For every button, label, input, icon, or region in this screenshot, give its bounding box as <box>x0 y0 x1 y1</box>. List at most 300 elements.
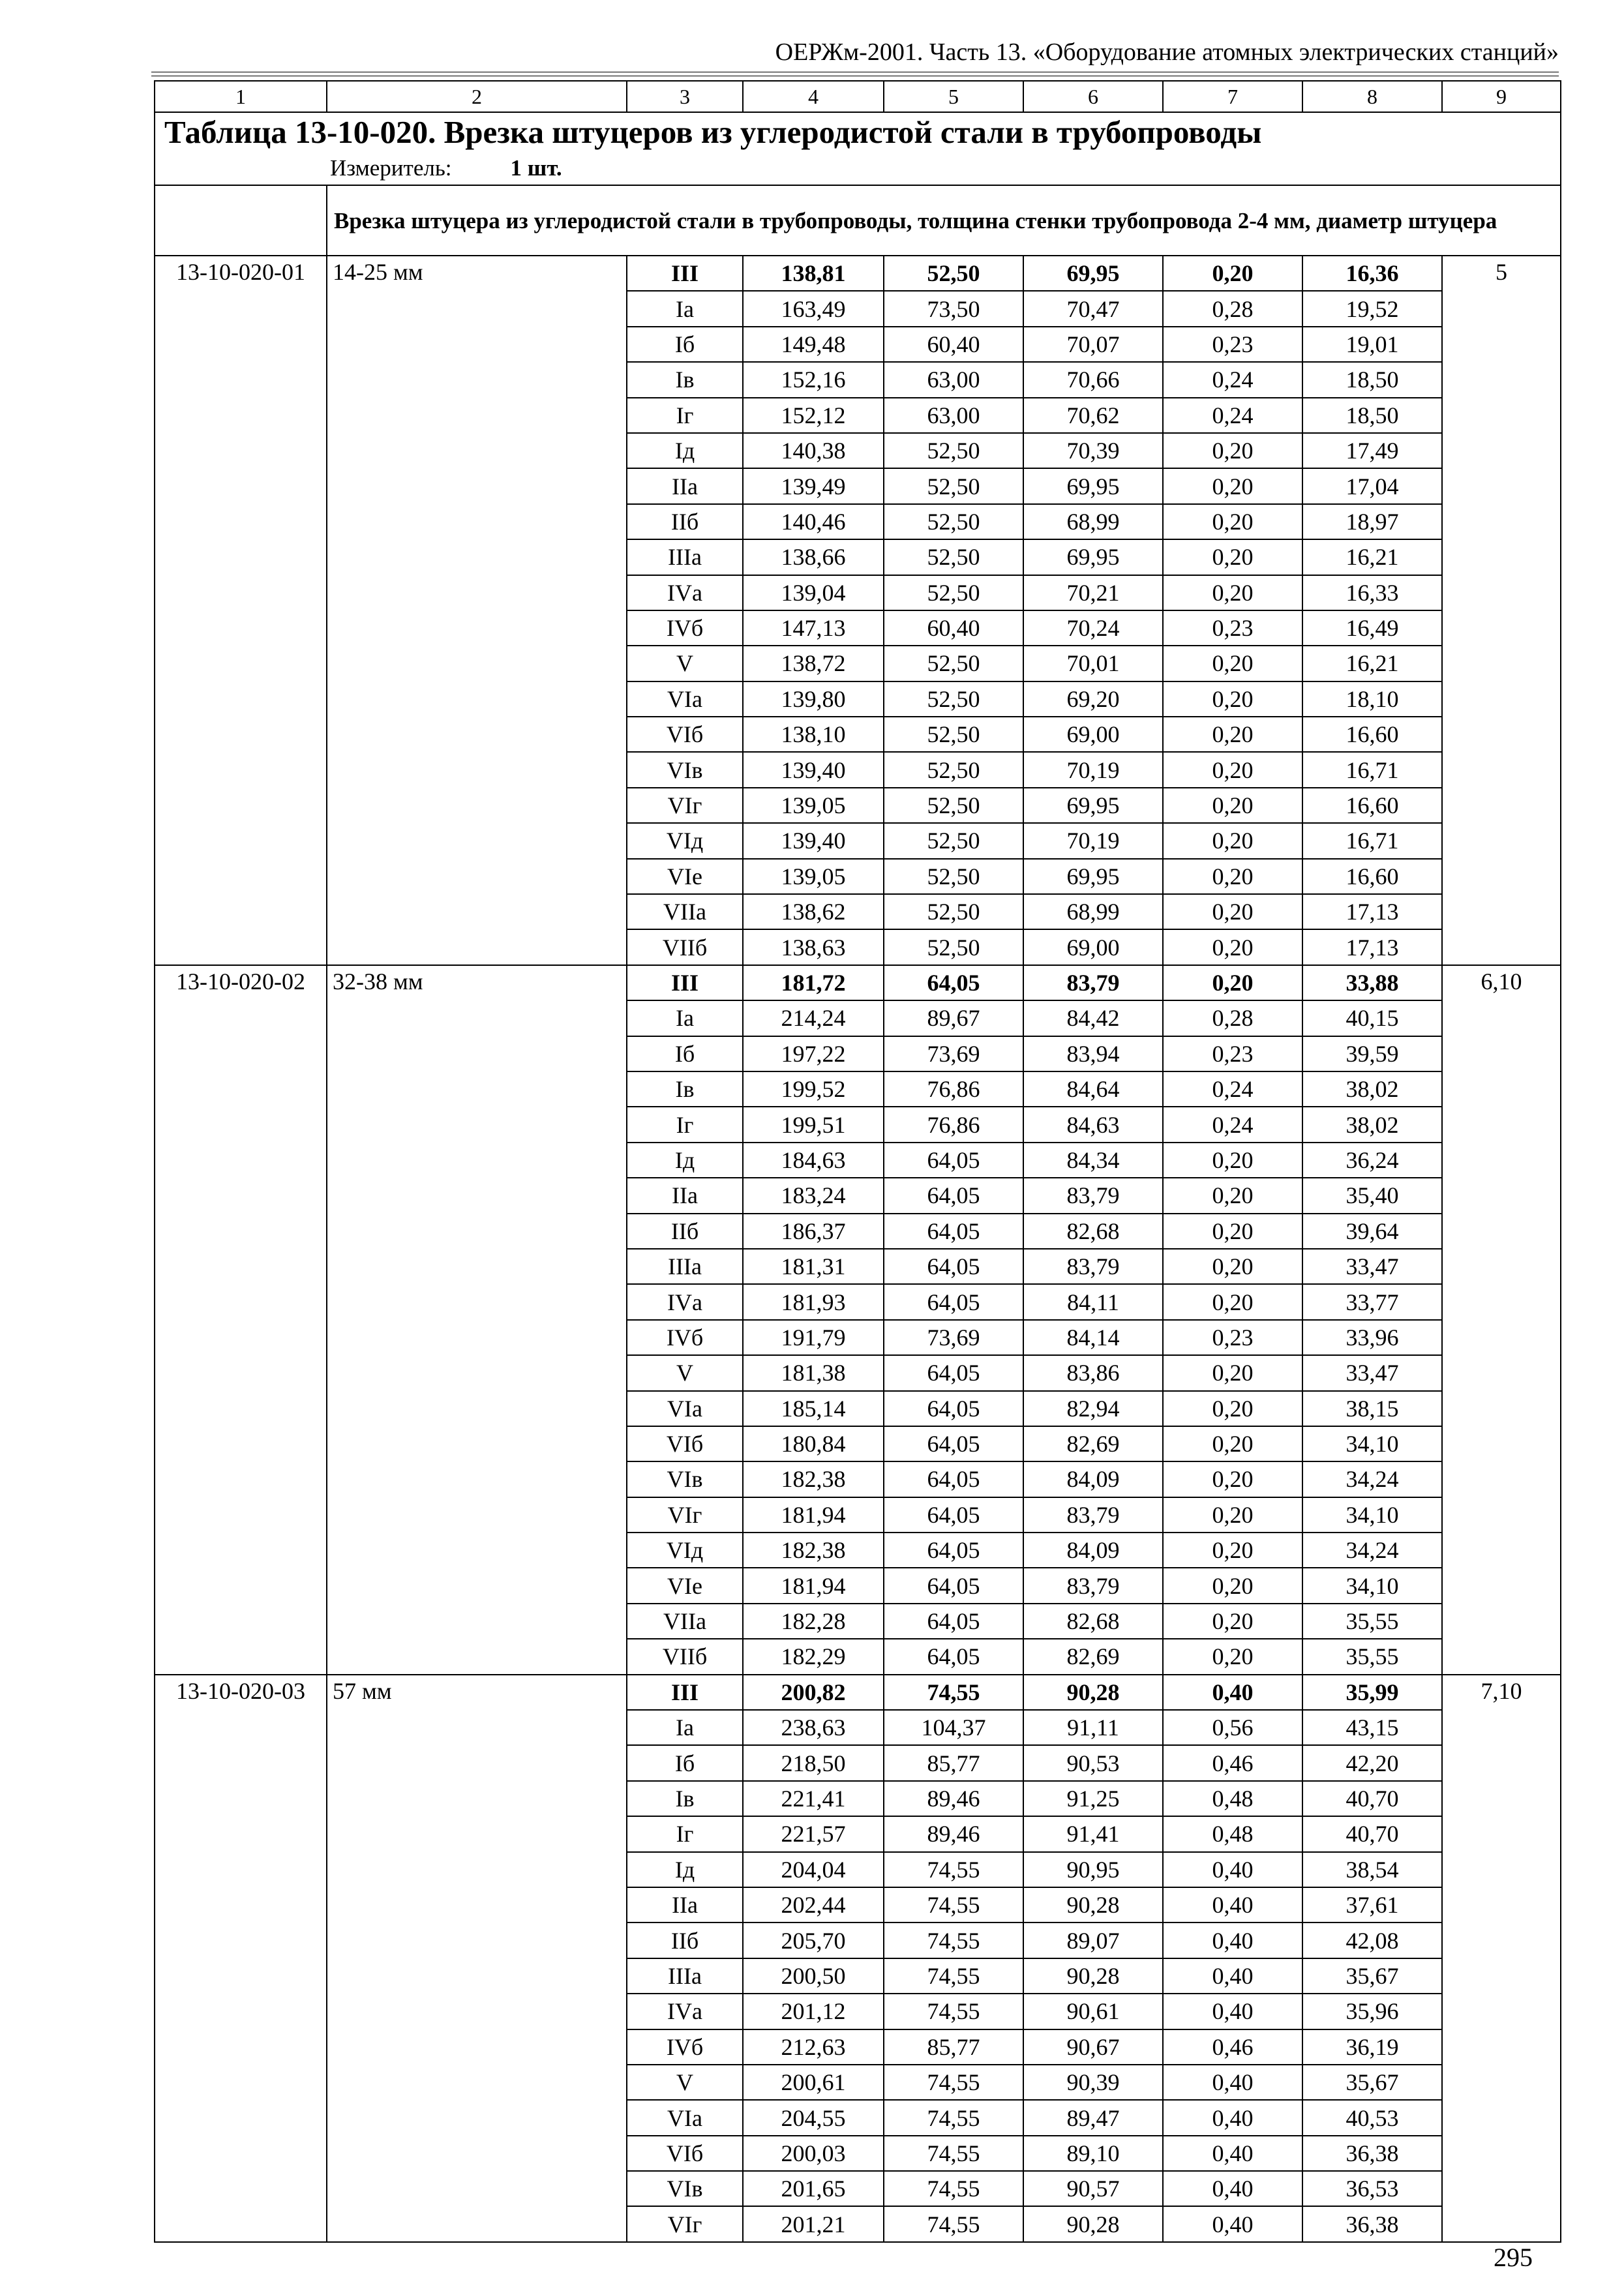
value-cell: 70,47 <box>1023 291 1163 326</box>
value-cell: 214,24 <box>743 1000 884 1036</box>
zone-cell: IVа <box>627 1284 743 1319</box>
value-cell: 201,12 <box>743 1994 884 2029</box>
value-cell: 182,38 <box>743 1461 884 1497</box>
value-cell: 69,00 <box>1023 717 1163 752</box>
zone-cell: IIа <box>627 1887 743 1922</box>
value-cell: 0,28 <box>1163 291 1302 326</box>
value-cell: 52,50 <box>884 433 1023 468</box>
value-cell: 64,05 <box>884 1426 1023 1461</box>
zone-cell: IVа <box>627 575 743 610</box>
value-cell: 64,05 <box>884 1214 1023 1249</box>
value-cell: 85,77 <box>884 1745 1023 1780</box>
zone-cell: VIа <box>627 2100 743 2135</box>
value-cell: 139,40 <box>743 823 884 858</box>
table-title: Таблица 13-10-020. Врезка штуцеров из углеродистой стали в трубопроводы <box>155 112 1561 152</box>
value-cell: 138,72 <box>743 646 884 681</box>
value-cell: 70,39 <box>1023 433 1163 468</box>
zone-cell: IVб <box>627 1320 743 1355</box>
zone-cell: Iа <box>627 291 743 326</box>
value-cell: 19,52 <box>1302 291 1442 326</box>
value-cell: 0,20 <box>1163 788 1302 823</box>
value-cell: 200,03 <box>743 2136 884 2171</box>
fitting-diameter: 14-25 мм <box>327 256 627 965</box>
table-title-row <box>155 112 1561 152</box>
column-number: 1 <box>155 81 327 112</box>
value-cell: 180,84 <box>743 1426 884 1461</box>
value-cell: 35,55 <box>1302 1604 1442 1639</box>
value-cell: 70,19 <box>1023 823 1163 858</box>
value-cell: 52,50 <box>884 859 1023 894</box>
value-cell: 17,49 <box>1302 433 1442 468</box>
zone-cell: Iд <box>627 1143 743 1178</box>
value-cell: 84,09 <box>1023 1533 1163 1568</box>
value-cell: 184,63 <box>743 1143 884 1178</box>
zone-cell: VIа <box>627 1391 743 1426</box>
value-cell: 200,50 <box>743 1958 884 1994</box>
value-cell: 0,20 <box>1163 681 1302 717</box>
value-cell: 34,10 <box>1302 1568 1442 1603</box>
value-cell: 34,24 <box>1302 1461 1442 1497</box>
value-cell: 181,93 <box>743 1284 884 1319</box>
value-cell: 199,52 <box>743 1071 884 1107</box>
value-cell: 84,63 <box>1023 1107 1163 1142</box>
value-cell: 139,05 <box>743 788 884 823</box>
value-cell: 74,55 <box>884 1675 1023 1710</box>
value-cell: 84,42 <box>1023 1000 1163 1036</box>
table-row <box>155 256 1561 291</box>
value-cell: 204,04 <box>743 1852 884 1887</box>
value-cell: 152,12 <box>743 398 884 433</box>
value-cell: 218,50 <box>743 1745 884 1780</box>
zone-cell: VIIа <box>627 1604 743 1639</box>
value-cell: 73,69 <box>884 1320 1023 1355</box>
value-cell: 0,20 <box>1163 1426 1302 1461</box>
value-cell: 38,02 <box>1302 1071 1442 1107</box>
value-cell: 74,55 <box>884 2171 1023 2206</box>
value-cell: 0,24 <box>1163 362 1302 397</box>
value-cell: 17,13 <box>1302 929 1442 965</box>
value-cell: 139,04 <box>743 575 884 610</box>
description-row <box>155 185 1561 256</box>
reference-cell: 5 <box>1442 256 1561 965</box>
value-cell: 0,40 <box>1163 2136 1302 2171</box>
value-cell: 70,01 <box>1023 646 1163 681</box>
value-cell: 84,11 <box>1023 1284 1163 1319</box>
value-cell: 52,50 <box>884 575 1023 610</box>
value-cell: 64,05 <box>884 1568 1023 1603</box>
measure-row <box>155 152 1561 185</box>
value-cell: 0,20 <box>1163 1568 1302 1603</box>
rates-table <box>154 80 1561 2243</box>
value-cell: 70,66 <box>1023 362 1163 397</box>
value-cell: 91,25 <box>1023 1781 1163 1816</box>
zone-cell: VIIа <box>627 894 743 929</box>
value-cell: 0,20 <box>1163 1143 1302 1178</box>
rate-code: 13-10-020-02 <box>155 965 327 1675</box>
value-cell: 82,68 <box>1023 1214 1163 1249</box>
column-number: 6 <box>1023 81 1163 112</box>
zone-cell: V <box>627 1355 743 1390</box>
column-number: 4 <box>743 81 884 112</box>
value-cell: 73,50 <box>884 291 1023 326</box>
value-cell: 69,95 <box>1023 468 1163 503</box>
zone-cell: IIб <box>627 504 743 539</box>
value-cell: 0,20 <box>1163 433 1302 468</box>
zone-cell: VIе <box>627 859 743 894</box>
description-empty-cell <box>155 185 327 256</box>
value-cell: 186,37 <box>743 1214 884 1249</box>
reference-cell: 6,10 <box>1442 965 1561 1675</box>
zone-cell: IIа <box>627 468 743 503</box>
value-cell: 0,40 <box>1163 1994 1302 2029</box>
value-cell: 74,55 <box>884 2065 1023 2100</box>
value-cell: 90,28 <box>1023 1958 1163 1994</box>
value-cell: 90,28 <box>1023 1675 1163 1710</box>
value-cell: 0,23 <box>1163 1320 1302 1355</box>
value-cell: 90,28 <box>1023 2206 1163 2241</box>
value-cell: 185,14 <box>743 1391 884 1426</box>
table-row <box>155 1675 1561 1710</box>
value-cell: 34,10 <box>1302 1426 1442 1461</box>
value-cell: 82,69 <box>1023 1426 1163 1461</box>
value-cell: 181,38 <box>743 1355 884 1390</box>
value-cell: 0,40 <box>1163 2206 1302 2241</box>
zone-cell: IIб <box>627 1214 743 1249</box>
value-cell: 60,40 <box>884 610 1023 646</box>
value-cell: 182,28 <box>743 1604 884 1639</box>
zone-cell: IVа <box>627 1994 743 2029</box>
value-cell: 90,53 <box>1023 1745 1163 1780</box>
value-cell: 181,72 <box>743 965 884 1000</box>
value-cell: 0,40 <box>1163 1852 1302 1887</box>
zone-cell: IVб <box>627 610 743 646</box>
value-cell: 69,00 <box>1023 929 1163 965</box>
value-cell: 0,20 <box>1163 1533 1302 1568</box>
rate-code: 13-10-020-01 <box>155 256 327 965</box>
zone-cell: IIIа <box>627 539 743 575</box>
value-cell: 64,05 <box>884 1533 1023 1568</box>
value-cell: 191,79 <box>743 1320 884 1355</box>
value-cell: 40,15 <box>1302 1000 1442 1036</box>
work-description: Врезка штуцера из углеродистой стали в трубопроводы, толщина стенки трубопровода 2-4 мм, диаметр штуцера <box>327 185 1561 256</box>
value-cell: 63,00 <box>884 362 1023 397</box>
value-cell: 33,88 <box>1302 965 1442 1000</box>
value-cell: 18,50 <box>1302 362 1442 397</box>
value-cell: 0,28 <box>1163 1000 1302 1036</box>
value-cell: 201,21 <box>743 2206 884 2241</box>
value-cell: 149,48 <box>743 327 884 362</box>
value-cell: 84,64 <box>1023 1071 1163 1107</box>
value-cell: 64,05 <box>884 1604 1023 1639</box>
value-cell: 52,50 <box>884 539 1023 575</box>
value-cell: 64,05 <box>884 1391 1023 1426</box>
value-cell: 0,23 <box>1163 1036 1302 1071</box>
value-cell: 74,55 <box>884 2100 1023 2135</box>
value-cell: 0,40 <box>1163 1675 1302 1710</box>
measure-unit: 1 шт. <box>510 155 562 181</box>
value-cell: 16,21 <box>1302 646 1442 681</box>
value-cell: 0,20 <box>1163 717 1302 752</box>
value-cell: 52,50 <box>884 717 1023 752</box>
zone-cell: VIг <box>627 1497 743 1533</box>
value-cell: 221,57 <box>743 1816 884 1851</box>
value-cell: 104,37 <box>884 1710 1023 1745</box>
value-cell: 89,10 <box>1023 2136 1163 2171</box>
column-number: 5 <box>884 81 1023 112</box>
value-cell: 84,09 <box>1023 1461 1163 1497</box>
value-cell: 83,79 <box>1023 1249 1163 1284</box>
value-cell: 0,20 <box>1163 1355 1302 1390</box>
column-number: 8 <box>1302 81 1442 112</box>
zone-cell: Iб <box>627 327 743 362</box>
value-cell: 212,63 <box>743 2029 884 2065</box>
zone-cell: IIб <box>627 1922 743 1958</box>
value-cell: 90,67 <box>1023 2029 1163 2065</box>
zone-cell: VIа <box>627 681 743 717</box>
value-cell: 0,48 <box>1163 1816 1302 1851</box>
value-cell: 138,81 <box>743 256 884 291</box>
value-cell: 83,79 <box>1023 1178 1163 1213</box>
value-cell: 35,67 <box>1302 2065 1442 2100</box>
value-cell: 0,24 <box>1163 398 1302 433</box>
value-cell: 0,20 <box>1163 1284 1302 1319</box>
value-cell: 64,05 <box>884 1143 1023 1178</box>
value-cell: 52,50 <box>884 929 1023 965</box>
value-cell: 74,55 <box>884 1994 1023 2029</box>
value-cell: 35,67 <box>1302 1958 1442 1994</box>
value-cell: 89,47 <box>1023 2100 1163 2135</box>
zone-cell: Iв <box>627 362 743 397</box>
zone-cell: VIв <box>627 752 743 787</box>
value-cell: 0,20 <box>1163 504 1302 539</box>
zone-cell: Iв <box>627 1781 743 1816</box>
value-cell: 0,46 <box>1163 1745 1302 1780</box>
zone-cell: VIе <box>627 1568 743 1603</box>
zone-cell: VIг <box>627 788 743 823</box>
value-cell: 64,05 <box>884 1249 1023 1284</box>
zone-cell: VIд <box>627 823 743 858</box>
zone-cell: Iг <box>627 398 743 433</box>
value-cell: 74,55 <box>884 2136 1023 2171</box>
zone-cell: IIа <box>627 1178 743 1213</box>
value-cell: 52,50 <box>884 646 1023 681</box>
value-cell: 0,40 <box>1163 2100 1302 2135</box>
value-cell: 64,05 <box>884 1639 1023 1674</box>
value-cell: 182,38 <box>743 1533 884 1568</box>
value-cell: 0,20 <box>1163 965 1302 1000</box>
zone-cell: VIг <box>627 2206 743 2241</box>
value-cell: 85,77 <box>884 2029 1023 2065</box>
value-cell: 139,40 <box>743 752 884 787</box>
value-cell: 38,54 <box>1302 1852 1442 1887</box>
zone-cell: V <box>627 2065 743 2100</box>
fitting-diameter: 57 мм <box>327 1675 627 2242</box>
value-cell: 69,95 <box>1023 788 1163 823</box>
value-cell: 140,38 <box>743 433 884 468</box>
zone-cell: Iг <box>627 1816 743 1851</box>
value-cell: 89,07 <box>1023 1922 1163 1958</box>
value-cell: 84,34 <box>1023 1143 1163 1178</box>
zone-cell: VIв <box>627 2171 743 2206</box>
value-cell: 83,79 <box>1023 965 1163 1000</box>
value-cell: 238,63 <box>743 1710 884 1745</box>
value-cell: 64,05 <box>884 1284 1023 1319</box>
value-cell: 91,11 <box>1023 1710 1163 1745</box>
value-cell: 64,05 <box>884 1355 1023 1390</box>
value-cell: 43,15 <box>1302 1710 1442 1745</box>
value-cell: 0,24 <box>1163 1071 1302 1107</box>
value-cell: 38,15 <box>1302 1391 1442 1426</box>
value-cell: 0,20 <box>1163 1461 1302 1497</box>
value-cell: 0,20 <box>1163 256 1302 291</box>
zone-cell: VIб <box>627 2136 743 2171</box>
value-cell: 16,49 <box>1302 610 1442 646</box>
value-cell: 89,46 <box>884 1781 1023 1816</box>
value-cell: 0,20 <box>1163 1639 1302 1674</box>
value-cell: 197,22 <box>743 1036 884 1071</box>
zone-cell: Iа <box>627 1710 743 1745</box>
value-cell: 90,61 <box>1023 1994 1163 2029</box>
value-cell: 16,71 <box>1302 752 1442 787</box>
value-cell: 0,23 <box>1163 610 1302 646</box>
value-cell: 139,05 <box>743 859 884 894</box>
value-cell: 35,99 <box>1302 1675 1442 1710</box>
value-cell: 0,40 <box>1163 2171 1302 2206</box>
value-cell: 16,33 <box>1302 575 1442 610</box>
value-cell: 18,97 <box>1302 504 1442 539</box>
value-cell: 52,50 <box>884 894 1023 929</box>
value-cell: 200,61 <box>743 2065 884 2100</box>
value-cell: 17,04 <box>1302 468 1442 503</box>
value-cell: 91,41 <box>1023 1816 1163 1851</box>
zone-cell: VIв <box>627 1461 743 1497</box>
value-cell: 0,20 <box>1163 752 1302 787</box>
value-cell: 19,01 <box>1302 327 1442 362</box>
value-cell: 16,60 <box>1302 717 1442 752</box>
value-cell: 34,10 <box>1302 1497 1442 1533</box>
value-cell: 52,50 <box>884 256 1023 291</box>
value-cell: 74,55 <box>884 1958 1023 1994</box>
value-cell: 16,71 <box>1302 823 1442 858</box>
fitting-diameter: 32-38 мм <box>327 965 627 1675</box>
value-cell: 204,55 <box>743 2100 884 2135</box>
value-cell: 36,24 <box>1302 1143 1442 1178</box>
value-cell: 42,20 <box>1302 1745 1442 1780</box>
value-cell: 139,49 <box>743 468 884 503</box>
value-cell: 52,50 <box>884 681 1023 717</box>
value-cell: 40,70 <box>1302 1816 1442 1851</box>
page-number: 295 <box>1494 2243 1533 2272</box>
value-cell: 138,66 <box>743 539 884 575</box>
value-cell: 90,28 <box>1023 1887 1163 1922</box>
measure-cell <box>155 152 1561 185</box>
value-cell: 200,82 <box>743 1675 884 1710</box>
value-cell: 183,24 <box>743 1178 884 1213</box>
value-cell: 36,19 <box>1302 2029 1442 2065</box>
zone-cell: Iб <box>627 1745 743 1780</box>
value-cell: 68,99 <box>1023 894 1163 929</box>
value-cell: 69,20 <box>1023 681 1163 717</box>
value-cell: 36,38 <box>1302 2136 1442 2171</box>
value-cell: 90,39 <box>1023 2065 1163 2100</box>
value-cell: 52,50 <box>884 468 1023 503</box>
value-cell: 69,95 <box>1023 256 1163 291</box>
zone-cell: V <box>627 646 743 681</box>
value-cell: 182,29 <box>743 1639 884 1674</box>
value-cell: 138,63 <box>743 929 884 965</box>
zone-cell: III <box>627 256 743 291</box>
value-cell: 70,62 <box>1023 398 1163 433</box>
value-cell: 199,51 <box>743 1107 884 1142</box>
zone-cell: VIб <box>627 1426 743 1461</box>
value-cell: 181,31 <box>743 1249 884 1284</box>
value-cell: 0,56 <box>1163 1710 1302 1745</box>
header-rule <box>151 72 1559 76</box>
value-cell: 16,36 <box>1302 256 1442 291</box>
reference-cell: 7,10 <box>1442 1675 1561 2242</box>
value-cell: 0,20 <box>1163 1497 1302 1533</box>
value-cell: 0,20 <box>1163 468 1302 503</box>
value-cell: 0,48 <box>1163 1781 1302 1816</box>
value-cell: 140,46 <box>743 504 884 539</box>
value-cell: 205,70 <box>743 1922 884 1958</box>
table-row <box>155 965 1561 1000</box>
value-cell: 83,94 <box>1023 1036 1163 1071</box>
value-cell: 138,62 <box>743 894 884 929</box>
value-cell: 84,14 <box>1023 1320 1163 1355</box>
value-cell: 70,19 <box>1023 752 1163 787</box>
value-cell: 0,23 <box>1163 327 1302 362</box>
value-cell: 36,38 <box>1302 2206 1442 2241</box>
value-cell: 89,67 <box>884 1000 1023 1036</box>
value-cell: 18,50 <box>1302 398 1442 433</box>
value-cell: 0,40 <box>1163 1922 1302 1958</box>
zone-cell: Iг <box>627 1107 743 1142</box>
value-cell: 201,65 <box>743 2171 884 2206</box>
value-cell: 35,55 <box>1302 1639 1442 1674</box>
value-cell: 0,20 <box>1163 1178 1302 1213</box>
zone-cell: IIIа <box>627 1249 743 1284</box>
value-cell: 0,20 <box>1163 539 1302 575</box>
zone-cell: III <box>627 965 743 1000</box>
column-number: 7 <box>1163 81 1302 112</box>
value-cell: 70,21 <box>1023 575 1163 610</box>
value-cell: 36,53 <box>1302 2171 1442 2206</box>
zone-cell: IIIа <box>627 1958 743 1994</box>
value-cell: 39,64 <box>1302 1214 1442 1249</box>
value-cell: 74,55 <box>884 1852 1023 1887</box>
measure-label: Измеритель: <box>330 155 452 181</box>
value-cell: 82,69 <box>1023 1639 1163 1674</box>
value-cell: 52,50 <box>884 788 1023 823</box>
value-cell: 39,59 <box>1302 1036 1442 1071</box>
value-cell: 33,96 <box>1302 1320 1442 1355</box>
value-cell: 68,99 <box>1023 504 1163 539</box>
value-cell: 42,08 <box>1302 1922 1442 1958</box>
value-cell: 64,05 <box>884 1178 1023 1213</box>
value-cell: 0,20 <box>1163 575 1302 610</box>
zone-cell: VIIб <box>627 1639 743 1674</box>
value-cell: 83,86 <box>1023 1355 1163 1390</box>
value-cell: 33,77 <box>1302 1284 1442 1319</box>
value-cell: 64,05 <box>884 1461 1023 1497</box>
value-cell: 33,47 <box>1302 1249 1442 1284</box>
value-cell: 40,53 <box>1302 2100 1442 2135</box>
value-cell: 0,20 <box>1163 823 1302 858</box>
value-cell: 38,02 <box>1302 1107 1442 1142</box>
value-cell: 52,50 <box>884 752 1023 787</box>
value-cell: 90,95 <box>1023 1852 1163 1887</box>
